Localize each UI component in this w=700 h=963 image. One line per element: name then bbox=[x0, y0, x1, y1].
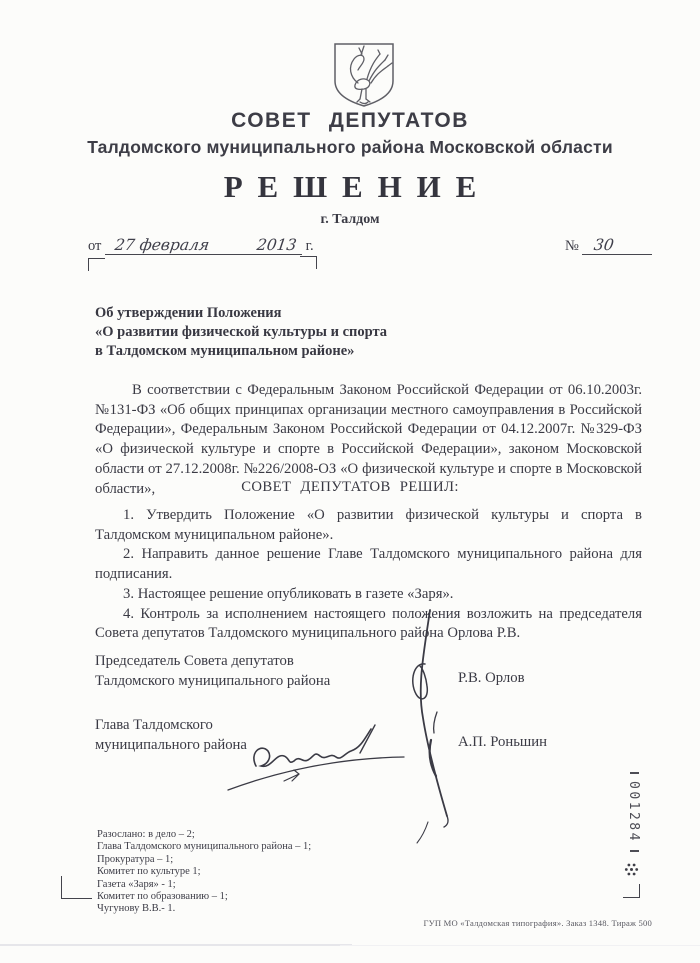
date-prefix: от bbox=[88, 238, 102, 254]
preamble-paragraph: В соответствии с Федеральным Законом Российской Федерации от 06.10.2003г. №131-ФЗ «Об общих принципах организации местного самоуправления в Российской Федерации», Федеральным Законом Российской Федерации от 04.12.2007г. №329-ФЗ «О физической культуре и спорте в Российской Федерации», законом Московской области от 27.12.2008г. №226/2008-ОЗ «О физической культуре и спорте в Московской области», bbox=[95, 382, 642, 497]
resolved-heading: СОВЕТ ДЕПУТАТОВ РЕШИЛ: bbox=[241, 479, 459, 495]
number-sign: № bbox=[565, 238, 579, 254]
taldom-coat-of-arms-icon bbox=[331, 41, 397, 109]
handwritten-year: 2013 bbox=[255, 236, 298, 254]
handwritten-date: 27 февраля bbox=[113, 236, 211, 254]
distribution-line: Комитет по культуре 1; bbox=[97, 866, 201, 878]
corner-mark-bottom-left bbox=[61, 876, 92, 899]
distribution-line: Разослано: в дело – 2; bbox=[97, 829, 195, 840]
stamp-dash-bottom bbox=[630, 850, 639, 852]
date-number-row bbox=[88, 234, 648, 260]
document-type-title: РЕШЕНИЕ bbox=[223, 169, 492, 204]
signature-name-orlov: Р.В. Орлов bbox=[458, 670, 525, 686]
subject-line: Об утверждении Положения bbox=[95, 305, 282, 321]
distribution-line: Газета «Заря» - 1; bbox=[97, 878, 176, 890]
distribution-line: Глава Талдомского муниципального района – 1; bbox=[97, 841, 312, 853]
corner-mark-bottom-right bbox=[623, 884, 640, 898]
subject-block bbox=[95, 304, 475, 361]
resolution-item: 4. Контроль за исполнением настоящего положения возложить на председателя Совета депутатов Талдомского муниципального района Орлова Р.В. bbox=[95, 605, 642, 642]
date-suffix: г. bbox=[305, 238, 314, 254]
distribution-line: Комитет по образованию – 1; bbox=[97, 891, 228, 903]
signature-post-chairman bbox=[95, 652, 330, 691]
scan-artifact-line bbox=[0, 944, 352, 946]
distribution-list bbox=[97, 829, 397, 916]
handwritten-number: 30 bbox=[593, 236, 616, 254]
city-line: г. Талдом bbox=[320, 212, 380, 227]
corner-mark-top-left bbox=[88, 258, 105, 271]
distribution-line: Чугунову В.В.- 1. bbox=[97, 903, 176, 915]
resolution-item: 2. Направить данное решение Главе Талдомского муниципального района для подписания. bbox=[95, 546, 642, 583]
printer-imprint: ГУП МО «Талдомская типография». Заказ 1348. Тираж 500 bbox=[423, 918, 652, 928]
signature-name-ronshin: А.П. Роньшин bbox=[458, 734, 547, 750]
stamp-number: 001284 bbox=[626, 781, 641, 843]
org-name-line1: СОВЕТ ДЕПУТАТОВ bbox=[231, 109, 469, 132]
scan-artifact-line-light bbox=[340, 945, 700, 946]
org-name-line2: Талдомского муниципального района Московской области bbox=[87, 137, 613, 157]
resolution-items bbox=[95, 506, 642, 644]
resolution-item: 3. Настоящее решение опубликовать в газете «Заря». bbox=[123, 585, 454, 602]
number-group bbox=[565, 234, 652, 255]
post-line: муниципального района bbox=[95, 736, 247, 753]
number-blank-line bbox=[582, 234, 652, 255]
signature-post-head bbox=[95, 716, 247, 755]
corner-mark-top-right bbox=[300, 256, 317, 269]
date-blank-line bbox=[105, 234, 302, 255]
post-line: Талдомского муниципального района bbox=[95, 672, 331, 689]
subject-line: в Талдомском муниципальном районе» bbox=[95, 343, 355, 359]
date-group bbox=[88, 234, 314, 255]
dotted-asterisk-icon bbox=[623, 861, 640, 878]
resolution-item: 1. Утвердить Положение «О развитии физической культуры и спорта в Талдомском муниципальном районе». bbox=[95, 507, 642, 543]
post-line: Председатель Совета депутатов bbox=[95, 653, 294, 669]
stamp-dash-top bbox=[630, 772, 639, 774]
subject-line: «О развитии физической культуры и спорта bbox=[95, 324, 388, 340]
post-line: Глава Талдомского bbox=[95, 717, 213, 733]
distribution-line: Прокуратура – 1; bbox=[97, 853, 174, 865]
